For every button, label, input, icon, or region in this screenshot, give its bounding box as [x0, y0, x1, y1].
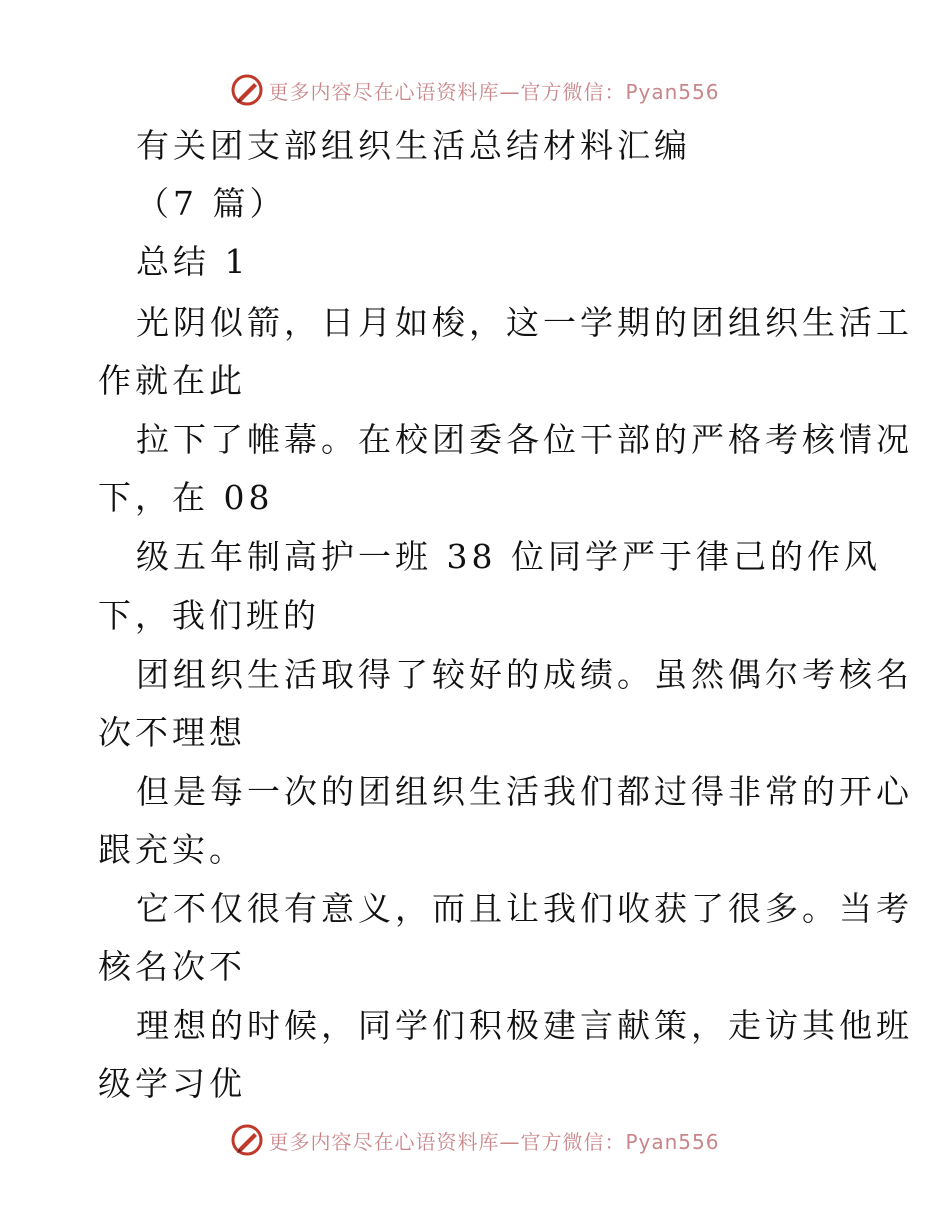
- text-line: 但是每一次的团组织生活我们都过得非常的开心: [136, 772, 913, 811]
- doc-title: 有关团支部组织生活总结材料汇编: [136, 126, 691, 165]
- watermark-text: 更多内容尽在心语资料库—官方微信：Pyan556: [268, 1129, 720, 1154]
- doc-subtitle: （7 篇）: [136, 184, 287, 223]
- text-line: 理想的时候，同学们积极建言献策，走访其他班: [136, 1006, 913, 1045]
- text-line: 它不仅很有意义，而且让我们收获了很多。当考: [136, 889, 913, 928]
- text-line: 光阴似箭，日月如梭，这一学期的团组织生活工: [136, 303, 913, 342]
- text-line: 核名次不: [98, 947, 246, 986]
- header-watermark: [0, 68, 950, 112]
- text-line: 下，我们班的: [98, 596, 320, 635]
- footer-watermark: [0, 1118, 950, 1162]
- text-line: 跟充实。: [98, 830, 246, 869]
- text-line: 作就在此: [98, 361, 246, 400]
- text-line: 下，在 08: [98, 478, 274, 517]
- text-line: 级学习优: [98, 1064, 246, 1103]
- watermark-text: 更多内容尽在心语资料库—官方微信：Pyan556: [268, 79, 720, 104]
- text-line: 级五年制高护一班 38 位同学严于律己的作风: [136, 537, 881, 576]
- pen-logo-icon: [230, 1123, 264, 1157]
- text-line: 次不理想: [98, 713, 246, 752]
- section-heading: 总结 1: [136, 242, 250, 281]
- text-line: 拉下了帷幕。在校团委各位干部的严格考核情况: [136, 420, 913, 459]
- pen-logo-icon: [230, 73, 264, 107]
- text-line: 团组织生活取得了较好的成绩。虽然偶尔考核名: [136, 655, 913, 694]
